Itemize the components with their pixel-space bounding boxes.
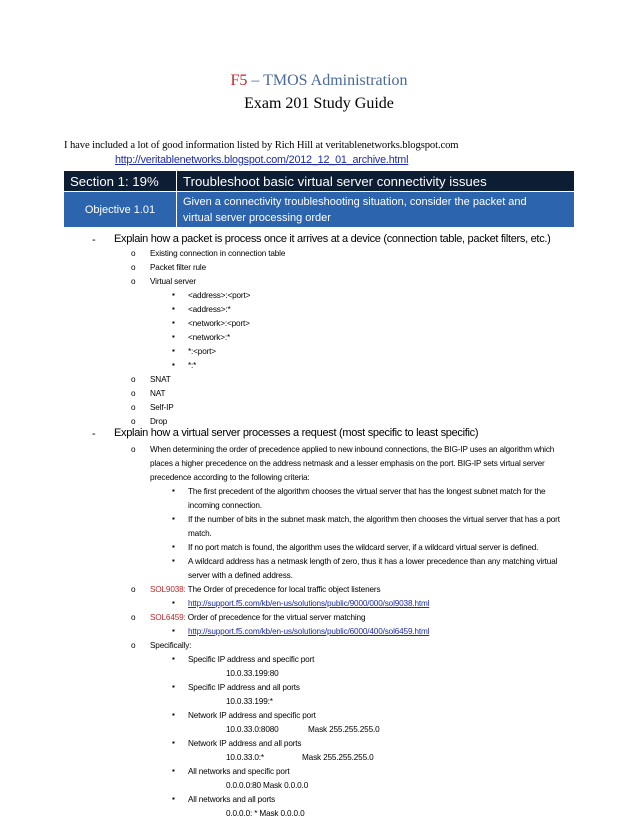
example-value: 0.0.0.0:80 Mask 0.0.0.0 [226, 781, 309, 790]
example-value: 10.0.33.0:8080 [226, 725, 279, 734]
section-title: Troubleshoot basic virtual server connectivity issues [177, 171, 575, 192]
item1-sub: Existing connection in connection table [150, 249, 286, 258]
criteria-line: If no port match is found, the algorithm uses the wildcard server, if a wildcard virtual server is defined. [188, 543, 539, 552]
square-bullet: ▪ [172, 486, 175, 495]
o-bullet: o [131, 403, 136, 412]
o-bullet: o [131, 375, 136, 384]
vs-entry: *:<port> [188, 347, 216, 356]
example-value: 10.0.33.199:* [226, 697, 273, 706]
square-bullet: ▪ [172, 514, 175, 523]
criteria-line: server with a defined address. [188, 571, 293, 580]
item1-tail: Self-IP [150, 403, 174, 412]
o-bullet: o [131, 445, 136, 454]
o-bullet: o [131, 585, 136, 594]
example-mask: Mask 255.255.255.0 [302, 753, 374, 762]
section-number: Section 1: 19% [64, 171, 177, 192]
o-bullet: o [131, 417, 136, 426]
criteria-line: A wildcard address has a netmask length of zero, thus it has a lower precedence than any matching virtual [188, 557, 558, 566]
square-bullet: ▪ [172, 766, 175, 775]
vs-entry: <address>:<port> [188, 291, 251, 300]
item1-tail: SNAT [150, 375, 171, 384]
example-value: 10.0.33.199:80 [226, 669, 279, 678]
square-bullet: ▪ [172, 738, 175, 747]
objective-line-2: virtual server processing order [183, 211, 331, 224]
objective-line-1: Given a connectivity troubleshooting situation, consider the packet and [183, 195, 527, 208]
square-bullet: ▪ [172, 290, 175, 299]
sol6459-link[interactable]: http://support.f5.com/kb/en-us/solutions/public/6000/400/sol6459.html [188, 627, 430, 636]
example-label: All networks and all ports [188, 795, 276, 804]
o-bullet: o [131, 613, 136, 622]
sol9038-code: SOL9038: [150, 585, 186, 594]
item2-heading: Explain how a virtual server processes a request (most specific to least specific) [114, 427, 479, 439]
square-bullet: ▪ [172, 542, 175, 551]
sol6459-line [150, 613, 365, 622]
item2-para-line: places a higher precedence on the address netmask and a lesser emphasis on the port. BIG-IP sets virtual server [150, 459, 545, 468]
title-text: – TMOS Administration [247, 72, 408, 89]
criteria-line: If the number of bits in the subnet mask match, the algorithm then chooses the virtual server that has a port [188, 515, 560, 524]
item2-para-line: When determining the order of precedence applied to new inbound connections, the BIG-IP uses an algorithm which [150, 445, 555, 454]
example-mask: Mask 255.255.255.0 [308, 725, 380, 734]
o-bullet: o [131, 277, 136, 286]
intro-link[interactable]: http://veritablenetworks.blogspot.com/2012_12_01_archive.html [115, 154, 409, 166]
square-bullet: ▪ [172, 710, 175, 719]
sol9038-link[interactable]: http://support.f5.com/kb/en-us/solutions/public/9000/000/sol9038.html [188, 599, 430, 608]
square-bullet: ▪ [172, 318, 175, 327]
sol9038-text: The Order of precedence for local traffic object listeners [185, 585, 381, 594]
square-bullet: ▪ [172, 332, 175, 341]
criteria-line: match. [188, 529, 212, 538]
square-bullet: ▪ [172, 360, 175, 369]
objective-label: Objective 1.01 [64, 192, 177, 228]
item1-tail: Drop [150, 417, 168, 426]
intro-text: I have included a lot of good information listed by Rich Hill at veritablenetworks.blogspot.com [64, 140, 459, 151]
document-title [0, 72, 638, 90]
example-label: Specific IP address and all ports [188, 683, 300, 692]
item1-sub: Packet filter rule [150, 263, 206, 272]
item1-heading: Explain how a packet is process once it arrives at a device (connection table, packet filters, etc.) [114, 233, 551, 245]
example-label: All networks and specific port [188, 767, 290, 776]
square-bullet: ▪ [172, 304, 175, 313]
vs-entry: <network>:* [188, 333, 231, 342]
example-value: 10.0.33.0:* [226, 753, 264, 762]
vs-entry: <address>:* [188, 305, 231, 314]
example-value: 0.0.0.0: * Mask 0.0.0.0 [226, 809, 305, 818]
example-label: Network IP address and all ports [188, 739, 302, 748]
square-bullet: ▪ [172, 626, 175, 635]
dash-bullet: - [92, 234, 96, 246]
square-bullet: ▪ [172, 346, 175, 355]
item2-para-line: precedence according to the following criteria: [150, 473, 310, 482]
square-bullet: ▪ [172, 556, 175, 565]
square-bullet: ▪ [172, 598, 175, 607]
square-bullet: ▪ [172, 794, 175, 803]
objective-text [177, 192, 575, 228]
square-bullet: ▪ [172, 682, 175, 691]
criteria-line: incoming connection. [188, 501, 262, 510]
section-header-table [63, 170, 575, 228]
square-bullet: ▪ [172, 654, 175, 663]
item1-sub: Virtual server [150, 277, 196, 286]
vs-entry: *:* [188, 361, 197, 370]
o-bullet: o [131, 641, 136, 650]
document-subtitle: Exam 201 Study Guide [244, 95, 394, 112]
example-label: Specific IP address and specific port [188, 655, 315, 664]
o-bullet: o [131, 389, 136, 398]
sol6459-code: SOL6459: [150, 613, 186, 622]
example-label: Network IP address and specific port [188, 711, 316, 720]
item1-tail: NAT [150, 389, 166, 398]
criteria-line: The first precedent of the algorithm chooses the virtual server that has the longest subnet match for the [188, 487, 546, 496]
sol9038-line [150, 585, 380, 594]
dash-bullet: - [92, 428, 96, 440]
sol6459-text: Order of precedence for the virtual server matching [185, 613, 366, 622]
specifically-label: Specifically: [150, 641, 192, 650]
o-bullet: o [131, 263, 136, 272]
title-code: F5 [230, 72, 248, 89]
vs-entry: <network>:<port> [188, 319, 250, 328]
o-bullet: o [131, 249, 136, 258]
